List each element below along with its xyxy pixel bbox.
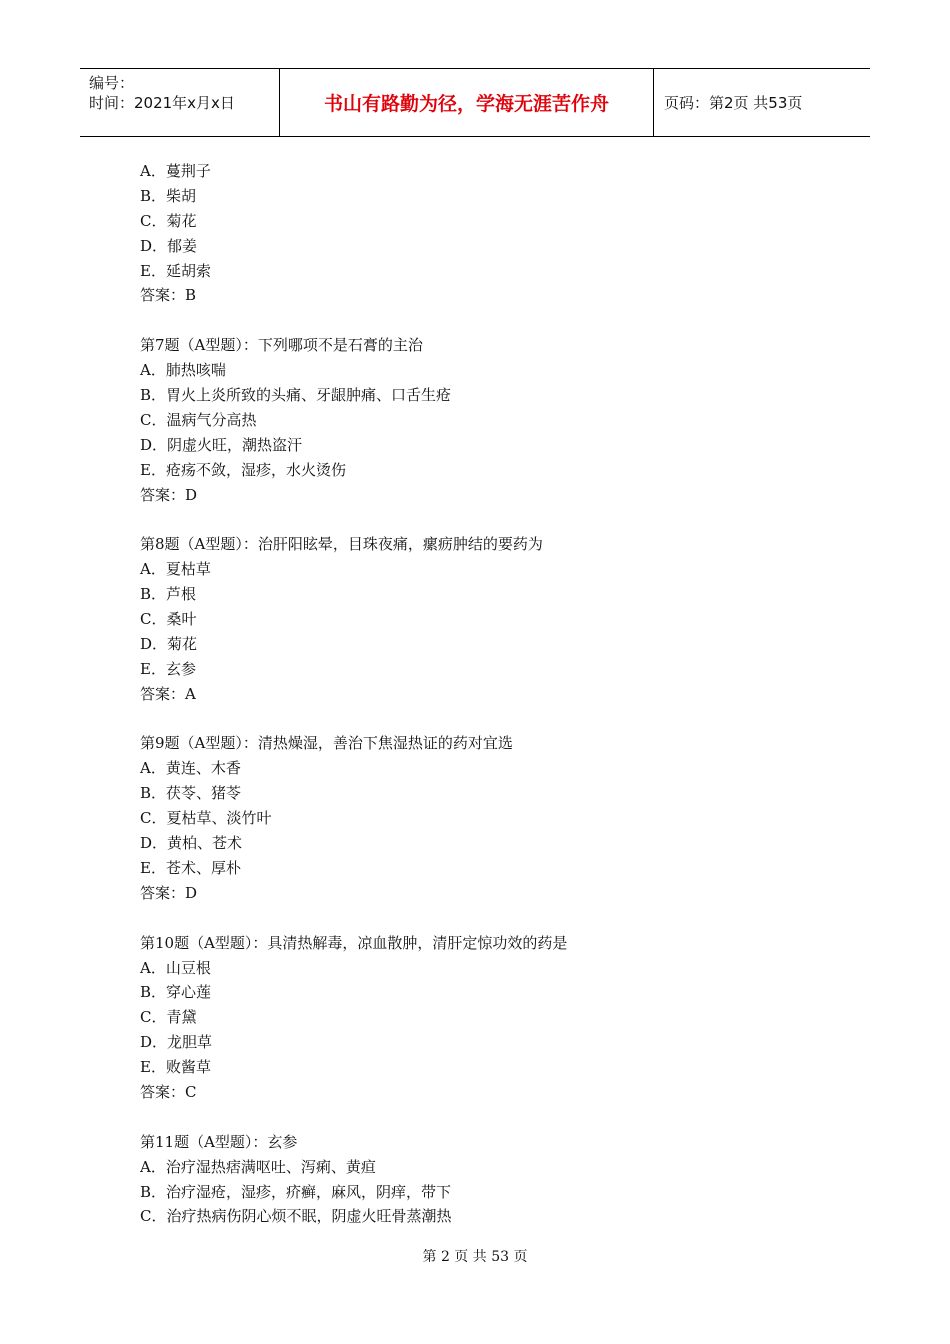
question-line: E．延胡索 xyxy=(140,261,211,280)
block-gap xyxy=(140,507,840,532)
question-block xyxy=(140,159,840,308)
question-line: 第11题（A型题）：玄参 xyxy=(140,1132,298,1151)
block-gap xyxy=(140,707,840,732)
question-line: C．夏枯草、淡竹叶 xyxy=(140,809,272,828)
question-line: A．蔓荆子 xyxy=(140,162,211,180)
question-line: 答案：D xyxy=(140,883,198,902)
question-line: E．疮疡不敛，湿疹，水火烫伤 xyxy=(140,460,346,479)
question-block xyxy=(140,333,840,507)
question-line: 第7题（A型题）：下列哪项不是石膏的主治 xyxy=(140,336,423,355)
question-line: C．治疗热病伤阴心烦不眠，阴虚火旺骨蒸潮热 xyxy=(140,1207,452,1226)
header-meta xyxy=(80,69,280,136)
question-line: B．穿心莲 xyxy=(140,983,212,1002)
question-line: C．菊花 xyxy=(140,211,197,230)
question-line: B．柴胡 xyxy=(140,186,197,205)
question-line: D．龙胆草 xyxy=(140,1033,213,1052)
question-line: 答案：B xyxy=(140,286,197,305)
question-block xyxy=(140,731,840,905)
document-number-label: 编号： xyxy=(89,74,135,92)
question-line: E．败酱草 xyxy=(140,1058,211,1077)
header-motto: 书山有路勤为径，学海无涯苦作舟 xyxy=(280,69,654,136)
block-gap xyxy=(140,906,840,931)
question-line: A．山豆根 xyxy=(140,958,211,977)
question-line: C．温病气分高热 xyxy=(140,410,257,429)
block-gap xyxy=(140,1105,840,1130)
question-line: B．胃火上炎所致的头痛、牙龈肿痛、口舌生疮 xyxy=(140,386,452,405)
question-block xyxy=(140,532,840,706)
question-line: D．阴虚火旺，潮热盗汗 xyxy=(140,435,303,454)
page-header xyxy=(80,68,870,137)
question-line: A．肺热咳喘 xyxy=(140,361,226,380)
document-date: 时间：2021年x月x日 xyxy=(89,94,235,112)
question-line: 答案：C xyxy=(140,1082,197,1101)
question-line: B．治疗湿疮，湿疹，疥癣，麻风，阴痒，带下 xyxy=(140,1182,452,1201)
question-block xyxy=(140,931,840,1105)
question-block xyxy=(140,1130,840,1230)
question-line: D．菊花 xyxy=(140,634,198,653)
question-line: 第10题（A型题）：具清热解毒，凉血散肿，清肝定惊功效的药是 xyxy=(140,933,568,952)
question-line: E．苍术、厚朴 xyxy=(140,858,241,877)
question-content xyxy=(140,159,840,1229)
page-footer: 第 2 页 共 53 页 xyxy=(422,1249,528,1265)
question-line: C．青黛 xyxy=(140,1008,197,1027)
question-line: E．玄参 xyxy=(140,659,196,678)
question-line: B．茯苓、猪苓 xyxy=(140,784,242,803)
question-line: 答案：A xyxy=(140,684,196,703)
question-line: A．黄连、木香 xyxy=(140,759,241,778)
question-line: A．夏枯草 xyxy=(140,560,211,579)
header-page-info: 页码：第2页 共53页 xyxy=(664,94,803,112)
question-line: D．郁姜 xyxy=(140,236,198,255)
question-line: 第8题（A型题）：治肝阳眩晕，目珠夜痛，瘰疬肿结的要药为 xyxy=(140,535,543,554)
question-line: C．桑叶 xyxy=(140,610,197,629)
block-gap xyxy=(140,308,840,333)
question-line: A．治疗湿热痞满呕吐、泻痢、黄疸 xyxy=(140,1157,376,1176)
question-line: B．芦根 xyxy=(140,585,197,604)
question-line: D．黄柏、苍术 xyxy=(140,834,243,853)
question-line: 答案：D xyxy=(140,485,198,504)
question-line: 第9题（A型题）：清热燥湿，善治下焦湿热证的药对宜选 xyxy=(140,734,513,753)
